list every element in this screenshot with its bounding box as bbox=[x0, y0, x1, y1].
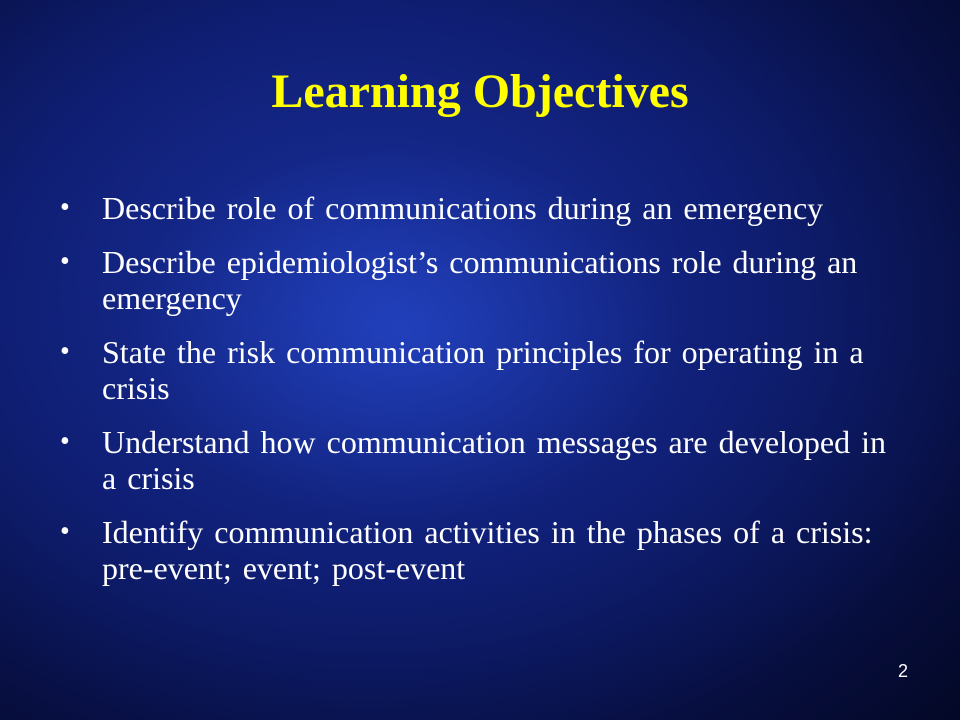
bullet-icon: • bbox=[60, 336, 70, 367]
list-item bbox=[58, 514, 908, 586]
bullet-icon: • bbox=[60, 426, 70, 457]
bullet-icon: • bbox=[60, 516, 70, 547]
slide-title: Learning Objectives bbox=[271, 65, 689, 118]
bullet-text: Describe role of communications during an emergency bbox=[102, 190, 824, 226]
bullet-icon: • bbox=[60, 246, 70, 277]
list-item bbox=[58, 190, 908, 226]
bullet-icon: • bbox=[60, 192, 70, 223]
page-number: 2 bbox=[897, 661, 908, 681]
list-item bbox=[58, 334, 908, 406]
list-item bbox=[58, 244, 908, 316]
bullet-text: Identify communication activities in the phases of a crisis: pre-event; event; post-event bbox=[102, 514, 873, 586]
bullet-text: Understand how communication messages are developed in a crisis bbox=[102, 424, 886, 496]
bullet-text: State the risk communication principles for operating in a crisis bbox=[102, 334, 864, 406]
list-item bbox=[58, 424, 908, 496]
objectives-list bbox=[58, 190, 908, 604]
bullet-text: Describe epidemiologist’s communications role during an emergency bbox=[102, 244, 858, 316]
